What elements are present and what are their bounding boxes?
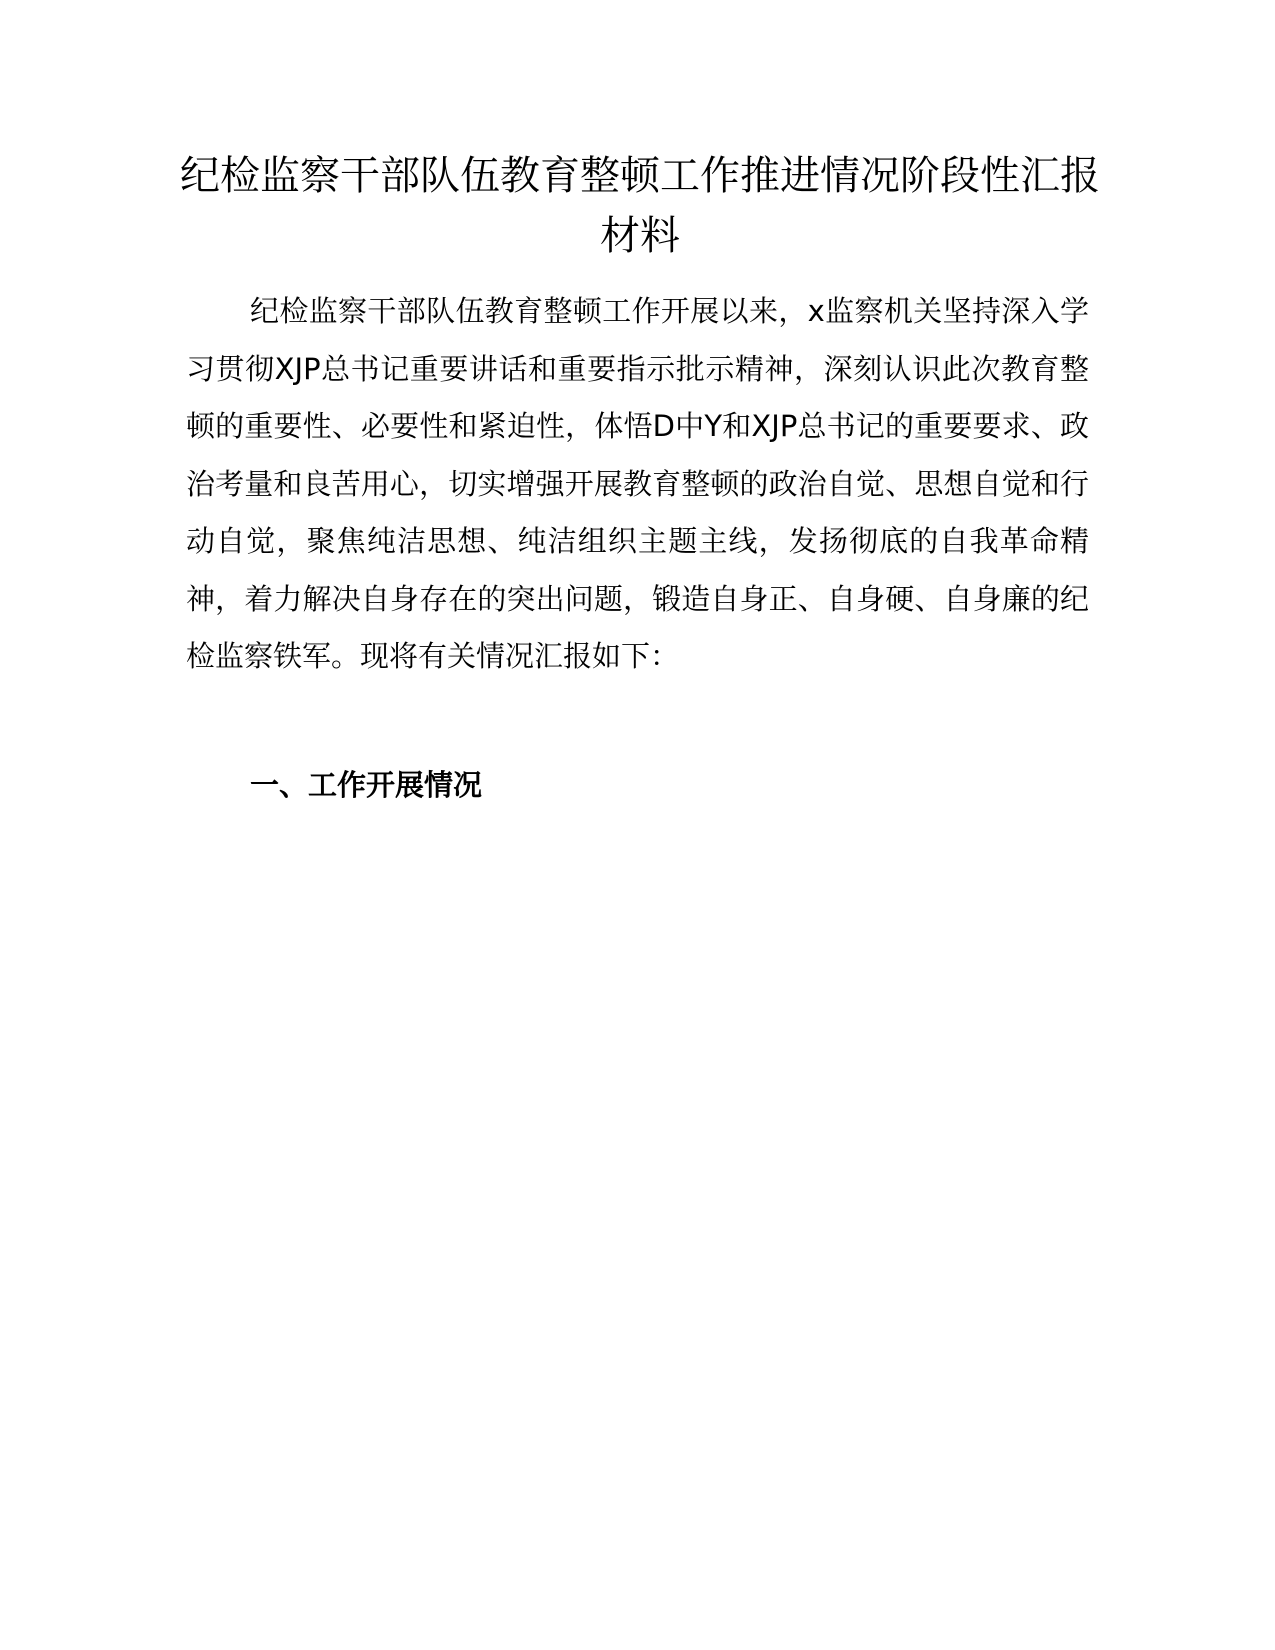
section-heading: 一、工作开展情况 [250,768,483,802]
document-title: 纪检监察干部队伍教育整顿工作推进情况阶段性汇报材料 [180,153,1100,259]
intro-paragraph: 纪检监察干部队伍教育整顿工作开展以来，x监察机关坚持深入学习贯彻XJP总书记重要讲话和重要指示批示精神，深刻认识此次教育整顿的重要性、必要性和紧迫性，体悟D中Y和XJP总书记的重要要求、政治考量和良苦用心，切实增强开展教育整顿的政治自觉、思想自觉和行动自觉，聚焦纯洁思想、纯洁组织主题主线，发扬彻底的自我革命精神，着力解决自身存在的突出问题，锻造自身正、自身硬、自身廉的纪检监察铁军。现将有关情况汇报如下： [186,294,1089,673]
